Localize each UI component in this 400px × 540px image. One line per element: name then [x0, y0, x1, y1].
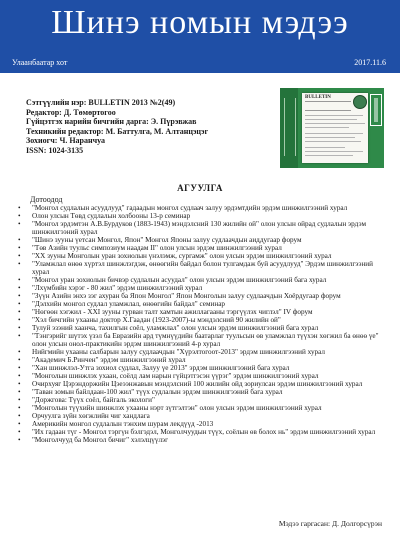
list-item	[18, 220, 390, 236]
list-item	[18, 204, 390, 212]
bullet-icon: •	[18, 332, 21, 340]
cover-text-line	[305, 137, 355, 138]
list-item	[18, 292, 390, 300]
toc-section-label: Дотоодод	[30, 195, 63, 204]
table-of-contents	[18, 204, 390, 444]
cover-subtitle-decoration	[305, 101, 351, 111]
list-item-text: "Монгол уран зохиолын бичвэр судлалын асуудал" олон улсын эрдэм шинжилгээний бага хурал	[32, 276, 327, 284]
list-item	[18, 252, 390, 260]
list-item-text: "Таван зомын байлдаан-100 жил" түүх судлалын эрдэм шинжилгээний бага хурал	[32, 388, 283, 396]
list-item	[18, 332, 390, 348]
masthead	[0, 0, 400, 73]
list-item-text: "Хан шинжлэл-Утга зохиол судлал, Залуу үе 2013" эрдэм шинжилгээний бага хурал	[32, 364, 290, 372]
cover-text-line	[305, 115, 363, 116]
list-item	[18, 388, 390, 396]
list-item	[18, 396, 390, 404]
mongolian-script-decoration	[284, 98, 296, 156]
list-item-text: "Тэнгэрийг шүтэх үзэл ба Евразийн ард түмнүүдийн баатарлаг туульсын өв уламжлал түүхэн хөгжил ба өнөө үе" олон улсын онол-практикийн эрдэм шинжилгээний 4-р хурал	[32, 332, 379, 348]
bullet-icon: •	[18, 260, 21, 268]
list-item-text: "Зүүн Азийн энхэ зэг ахуран ба Япон Монгол" Япон Монголын залуу судлаачдын Хоёрдугаар форум	[32, 292, 341, 300]
cover-text-line	[305, 147, 345, 148]
bullet-icon: •	[18, 276, 21, 284]
bullet-icon: •	[18, 220, 21, 228]
list-item	[18, 260, 390, 276]
list-item	[18, 244, 390, 252]
list-item	[18, 348, 390, 356]
list-item-text: "Шинэ зууны үетсан Монгол, Япон" Монгол Японы залуу судлаачдын аиддугаар форум	[32, 236, 302, 244]
cover-text-line	[305, 127, 349, 128]
list-item	[18, 436, 390, 444]
issn: ISSN: 1024-3135	[26, 145, 84, 155]
list-item-text: Нийгмийн ухааны салбарын залуу судлаачдын "Хүрэлтогоот-2013" эрдэм шинжилгээний хурал	[32, 348, 325, 356]
bullet-icon: •	[18, 388, 21, 396]
list-item-text: "Их гадаан түг - Монгол тэргүн бэлгэдэл, Монголчуудын түүх, соёлын өв болох нь" эрдэм шинжилгээний хурал	[32, 428, 376, 436]
list-item	[18, 276, 390, 284]
cover-text-line	[305, 119, 357, 120]
page-title: Шинэ номын мэдээ	[51, 4, 349, 41]
list-item-text: "Дэлхийн монгол судлал уламжлал, өнөөгийн байдал" семинар	[32, 300, 225, 308]
list-item	[18, 404, 390, 412]
toc-heading: АГУУЛГА	[177, 183, 223, 193]
cover-page	[302, 93, 368, 163]
list-item-text: "Төв Азийн туульс симпозиум наадам II" олон улсын эрдэм шинжилгээний хурал	[32, 244, 282, 252]
list-item-text: Олон улсын Төвд судлалын холбооны 13-р семинар	[32, 212, 191, 220]
list-item-text: Орчуулга зүйн хөгжлийн чиг хандлага	[32, 412, 150, 420]
list-item-text: "Монголчууд ба Монгол бичиг" хэлэлцүүлэг	[32, 436, 169, 444]
list-item	[18, 380, 390, 388]
bullet-icon: •	[18, 316, 21, 324]
journal-name: Сэтгүүлийн нэр: BULLETIN 2013 №2(49)	[26, 98, 176, 107]
list-item	[18, 364, 390, 372]
bullet-icon: •	[18, 348, 21, 356]
header-date: 2017.11.6	[354, 58, 386, 67]
bullet-icon: •	[18, 428, 21, 436]
list-item-text: "Лхүмбийн хэрэг - 80 жил" эрдэм шинжилгээний хурал	[32, 284, 203, 292]
bullet-icon: •	[18, 436, 21, 444]
bullet-icon: •	[18, 308, 21, 316]
bullet-icon: •	[18, 204, 21, 212]
bullet-icon: •	[18, 292, 21, 300]
technical-editor: Техникийн редактор: М. Баттулга, М. Алтанцэцэг	[26, 126, 209, 136]
bullet-icon: •	[18, 396, 21, 404]
bullet-icon: •	[18, 356, 21, 364]
list-item-text: "Монголын шинжлэх ухаан, соёлд лам нарын гүйцэтгэсэн үүрэг" эрдэм шинжилгээний хурал	[32, 372, 319, 380]
bullet-icon: •	[18, 244, 21, 252]
list-item-text: "Нөгөөн хэгжил - XXI зууны гурван талт хамтын ажиллагааны тэргүүлэх чиглэл" IV форум	[32, 308, 313, 316]
cover-text-line	[305, 151, 363, 152]
list-item	[18, 356, 390, 364]
list-item	[18, 212, 390, 220]
header-place: Улаанбаатар хот	[12, 58, 68, 67]
signature: Мэдээ гаргасан: Д. Долгорсүрэн	[278, 519, 382, 528]
list-item	[18, 284, 390, 292]
bullet-icon: •	[18, 284, 21, 292]
list-item-text: "Монголын түүхийн шинжлэх ухааны нэрт зүтгэлтэн" олон улсын эрдэм шинжилгээний хурал	[32, 404, 322, 412]
bullet-icon: •	[18, 412, 21, 420]
list-item-text: "Монгол эрдэмтэн А.В.Бурдуков (1883-1943) мэндэлсний 130 жилийн ой" олон улсын ойрад судлалын эрдэм шинжилгээний хурал	[32, 220, 367, 236]
bullet-icon: •	[18, 252, 21, 260]
list-item	[18, 308, 390, 316]
bullet-icon: •	[18, 380, 21, 388]
cover-title: BULLETIN	[305, 95, 331, 100]
flag-icon	[370, 94, 382, 126]
bullet-icon: •	[18, 300, 21, 308]
cover-text-line	[305, 133, 363, 134]
list-item-text: Очирхуяг Цэрэндоржийн Цэеээнжавын мэндэлсний 100 жилийн ойд зориулсан эрдэм шинжилгээний хурал	[32, 380, 363, 388]
cover-text-line	[305, 141, 361, 142]
list-item-text: "Академич Б.Ринчен" эрдэм шинжилгээний хурал	[32, 356, 186, 364]
cover-image	[280, 88, 384, 168]
list-item	[18, 420, 390, 428]
list-item-text: "XX зууны Монголын уран зохиолын үнэлэмж, сургамж" олон улсын эрдэм шинжилгээний хурал	[32, 252, 332, 260]
publication-details	[26, 98, 276, 155]
cover-text-line	[305, 155, 353, 156]
list-item-text: "Уламжлал өнөө хүртэл шинжлэгдэж, өнөөгийн байдал болон тулгамдаж буй асуудлууд" Эрдэм шинжилгээний хурал	[32, 260, 373, 276]
executive-secretary: Гүйцэтгэх нарийн бичгийн дарга: Э. Пүрэвжав	[26, 117, 197, 126]
bullet-icon: •	[18, 236, 21, 244]
list-item	[18, 372, 390, 380]
cover-spine	[280, 88, 298, 168]
list-item	[18, 324, 390, 332]
list-item-text: "Доржгова: Түүх соёл, байгаль экологи"	[32, 396, 155, 404]
bullet-icon: •	[18, 212, 21, 220]
author: Зохиогч: Ч. Наранчуа	[26, 136, 105, 145]
cover-text-line	[305, 123, 365, 124]
editor: Редактор: Д. Төмөртогоо	[26, 107, 116, 117]
bullet-icon: •	[18, 404, 21, 412]
list-item-text: Америкийн монгол судлалын тэнхим шурам лекдүүд -2013	[32, 420, 214, 428]
bullet-icon: •	[18, 324, 21, 332]
emblem-icon	[353, 95, 367, 109]
list-item-text: "Монгол судлалын асуудлууд" гадаадын монгол судлаач залуу эрдэмтдийн эрдэм шинжилгээний хурал	[32, 204, 348, 212]
list-item-text: Тулуй эзэний хаанча, тахилгын соёл, уламжлал" олон улсын эрдэм шинжилгээний бага хурал	[32, 324, 319, 332]
bullet-icon: •	[18, 364, 21, 372]
list-item	[18, 236, 390, 244]
list-item	[18, 316, 390, 324]
bullet-icon: •	[18, 372, 21, 380]
list-item	[18, 412, 390, 420]
list-item	[18, 428, 390, 436]
list-item	[18, 300, 390, 308]
list-item-text: "Хэл бичгийн ухааны доктор Х.Гаадан (1923-2007)-ы мэндэлсний 90 жилийн ой"	[32, 316, 281, 324]
bullet-icon: •	[18, 420, 21, 428]
